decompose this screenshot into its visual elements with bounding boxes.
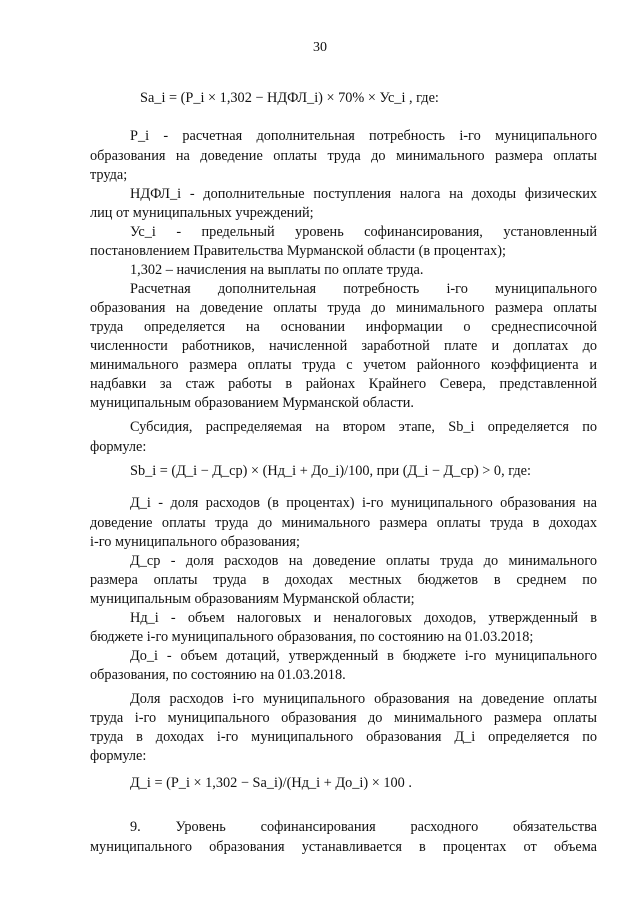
text-line: размера оплаты труда в доходах местных бюджетов в среднем по: [90, 572, 597, 588]
text-line: труда i-го муниципального образования до минимального размера оплаты: [90, 710, 597, 726]
text-line: надбавки за стаж работы в районах Крайнего Севера, представленной: [90, 376, 597, 392]
text-line: бюджете i-го муниципального образования, по состоянию на 01.03.2018;: [90, 629, 534, 645]
text-line: доведение оплаты труда до минимального размера оплаты труда в доходах: [90, 515, 597, 531]
text-line: постановлением Правительства Мурманской области (в процентах);: [90, 243, 506, 259]
text-line: i-го муниципального образования;: [90, 534, 300, 550]
text-line: Д_i - доля расходов (в процентах) i-го муниципального образования на: [130, 495, 597, 511]
formula-d: Д_i = (P_i × 1,302 − Sa_i)/(Нд_i + До_i) × 100 .: [130, 775, 412, 791]
text-line: 9. Уровень софинансирования расходного обязательства: [130, 819, 597, 835]
text-line: лиц от муниципальных учреждений;: [90, 205, 314, 221]
formula-sb: Sb_i = (Д_i − Д_ср) × (Нд_i + До_i)/100, при (Д_i − Д_ср) > 0, где:: [130, 463, 531, 479]
text-line: 1,302 – начисления на выплаты по оплате труда.: [130, 262, 424, 278]
text-line: муниципального образования устанавливается в процентах от объема: [90, 839, 597, 855]
text-line: Доля расходов i-го муниципального образования на доведение оплаты: [130, 691, 597, 707]
text-line: P_i - расчетная дополнительная потребность i-го муниципального: [130, 128, 597, 144]
text-line: формуле:: [90, 748, 147, 764]
text-line: труда;: [90, 167, 128, 183]
text-line: численности работников, начисленной заработной плате и доплатах до: [90, 338, 597, 354]
formula-sa: Sa_i = (P_i × 1,302 − НДФЛ_i) × 70% × Ус_i , где:: [140, 90, 439, 106]
text-line: муниципальным образованиям Мурманской области;: [90, 591, 415, 607]
text-line: минимального размера оплаты труда с учетом районного коэффициента и: [90, 357, 597, 373]
text-line: формуле:: [90, 439, 147, 455]
page-number: 30: [313, 40, 327, 55]
text-line: Субсидия, распределяемая на втором этапе, Sb_i определяется по: [130, 419, 597, 435]
text-line: образования на доведение оплаты труда до минимального размера оплаты: [90, 300, 597, 316]
text-line: труда определяется на основании информации о среднесписочной: [90, 319, 597, 335]
text-line: образования, по состоянию на 01.03.2018.: [90, 667, 346, 683]
text-line: Расчетная дополнительная потребность i-го муниципального: [130, 281, 597, 297]
text-line: Ус_i - предельный уровень софинансирования, установленный: [130, 224, 597, 240]
text-line: Нд_i - объем налоговых и неналоговых доходов, утвержденный в: [130, 610, 597, 626]
text-line: Д_ср - доля расходов на доведение оплаты труда до минимального: [130, 553, 597, 569]
text-line: До_i - объем дотаций, утвержденный в бюджете i-го муниципального: [130, 648, 597, 664]
text-line: труда в доходах i-го муниципального образования Д_i определяется по: [90, 729, 597, 745]
text-line: образования на доведение оплаты труда до минимального размера оплаты: [90, 148, 597, 164]
text-line: муниципальным образованием Мурманской области.: [90, 395, 414, 411]
text-line: НДФЛ_i - дополнительные поступления налога на доходы физических: [130, 186, 597, 202]
